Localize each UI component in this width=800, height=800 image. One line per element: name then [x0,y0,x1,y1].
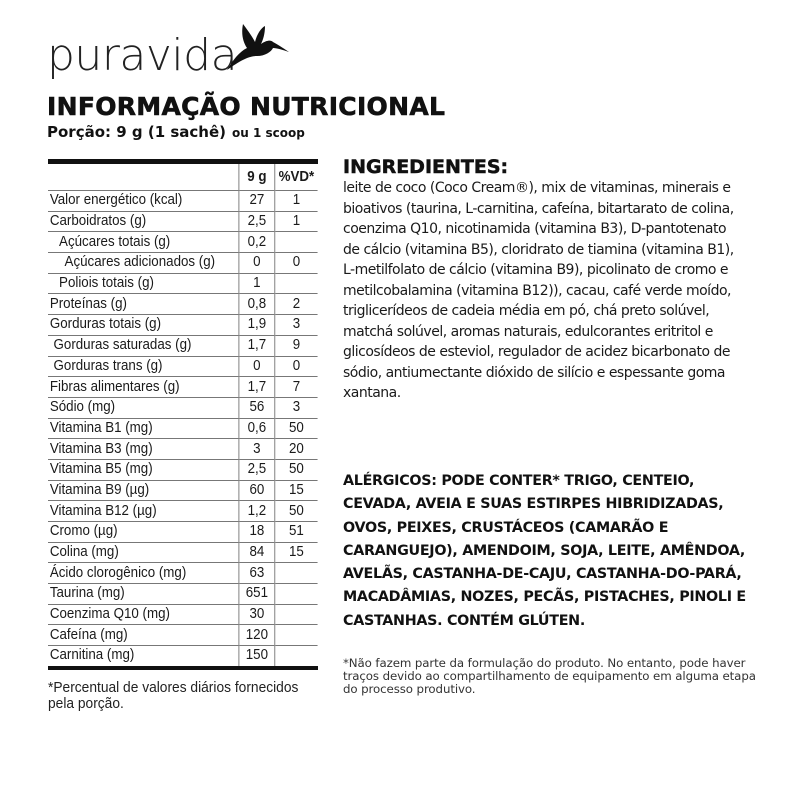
nutrient-vd: 2 [275,294,318,315]
ingredients-section [343,156,763,404]
nutrient-vd [275,646,318,666]
portion-alt: ou 1 scoop [232,126,305,140]
header-vd: %VD* [275,164,318,191]
table-header-row [48,164,318,191]
table-row [48,604,318,625]
nutrient-value: 0,2 [239,232,275,253]
table-row [48,335,318,356]
hummingbird-icon [225,22,289,72]
nutrient-value: 30 [239,604,275,625]
nutrient-name: Sódio (mg) [48,397,239,418]
table-row [48,439,318,460]
table-row [48,273,318,294]
allergens-note: *Não fazem parte da formulação do produto. No entanto, pode haver traços devido ao compartilhamento de equipamento em alguma etapa do processo produtivo. [343,656,756,696]
nutrient-value: 18 [239,522,275,543]
table-row [48,542,318,563]
nutrient-vd: 50 [275,459,318,480]
allergens-text: ALÉRGICOS: PODE CONTER* TRIGO, CENTEIO, CEVADA, AVEIA E SUAS ESTIRPES HIBRIDIZADAS, OVOS, PEIXES, CRUSTÁCEOS (CAMARÃO E CARANGUEJO), AMENDOIM, SOJA, LEITE, AMÊNDOA, AVELÃS, CASTANHA-DE-CAJU, CASTANHA-DO-PARÁ, MACADÂMIAS, NOZES, PECÃS, PISTACHES, PINOLI E CASTANHAS. CONTÉM GLÚTEN. [343,473,746,629]
nutrient-value: 27 [239,191,275,212]
table-row [48,232,318,253]
table-row [48,315,318,336]
nutrient-value: 120 [239,625,275,646]
nutrient-name: Gorduras totais (g) [48,315,239,336]
nutrient-name: Açúcares totais (g) [48,232,239,253]
table-row [48,522,318,543]
nutrient-name: Vitamina B1 (mg) [48,418,239,439]
nutrient-vd: 3 [275,315,318,336]
nutrient-name: Vitamina B5 (mg) [48,459,239,480]
nutrient-vd [275,273,318,294]
table-row [48,480,318,501]
nutrient-vd [275,563,318,584]
nutrient-name: Cromo (µg) [48,522,239,543]
table-row [48,646,318,666]
nutrient-value: 84 [239,542,275,563]
nutrient-vd [275,232,318,253]
nutrient-name: Valor energético (kcal) [48,191,239,212]
nutrient-value: 56 [239,397,275,418]
nutrient-name: Poliois totais (g) [48,273,239,294]
nutrient-name: Carboidratos (g) [48,211,239,232]
nutrient-value: 2,5 [239,211,275,232]
brand-name: puravida [47,30,238,81]
nutrient-value: 651 [239,584,275,605]
table-row [48,397,318,418]
table-row [48,356,318,377]
nutrient-name: Açúcares adicionados (g) [48,253,239,274]
table-row [48,625,318,646]
nutrient-name: Vitamina B12 (µg) [48,501,239,522]
table-row [48,191,318,212]
nutrient-vd: 9 [275,335,318,356]
portion-main: Porção: 9 g (1 sachê) [47,123,227,141]
table-row [48,253,318,274]
page-title: INFORMAÇÃO NUTRICIONAL [47,92,446,121]
nutrient-name: Coenzima Q10 (mg) [48,604,239,625]
nutrient-name: Taurina (mg) [48,584,239,605]
nutrient-name: Vitamina B3 (mg) [48,439,239,460]
table-footnote: *Percentual de valores diários fornecidos pela porção. [48,680,299,712]
nutrient-value: 1,7 [239,335,275,356]
nutrient-vd: 3 [275,397,318,418]
nutrient-value: 1 [239,273,275,294]
nutrient-name: Vitamina B9 (µg) [48,480,239,501]
nutrient-name: Ácido clorogênico (mg) [48,563,239,584]
nutrient-value: 1,7 [239,377,275,398]
table-row [48,377,318,398]
nutrition-table [48,159,318,670]
table-bottom-bar [48,666,318,670]
nutrient-vd: 15 [275,542,318,563]
nutrient-vd: 1 [275,211,318,232]
nutrient-vd: 7 [275,377,318,398]
nutrient-value: 0 [239,253,275,274]
table-row [48,459,318,480]
nutrient-value: 0,6 [239,418,275,439]
nutrient-vd: 50 [275,501,318,522]
nutrient-value: 0,8 [239,294,275,315]
nutrient-value: 63 [239,563,275,584]
nutrient-vd: 1 [275,191,318,212]
nutrient-vd: 0 [275,356,318,377]
nutrient-value: 0 [239,356,275,377]
table-row [48,418,318,439]
nutrient-value: 2,5 [239,459,275,480]
portion-info [47,123,305,141]
nutrient-value: 1,2 [239,501,275,522]
nutrient-name: Proteínas (g) [48,294,239,315]
nutrient-value: 1,9 [239,315,275,336]
nutrient-vd: 20 [275,439,318,460]
nutrient-vd [275,604,318,625]
nutrient-name: Carnitina (mg) [48,646,239,666]
nutrient-vd: 15 [275,480,318,501]
nutrient-vd [275,584,318,605]
table-row [48,501,318,522]
nutrient-vd: 50 [275,418,318,439]
brand-logo [47,30,238,81]
nutrient-value: 3 [239,439,275,460]
nutrient-name: Fibras alimentares (g) [48,377,239,398]
table-row [48,294,318,315]
nutrient-name: Cafeína (mg) [48,625,239,646]
header-portion: 9 g [239,164,275,191]
nutrient-name: Gorduras trans (g) [48,356,239,377]
nutrient-value: 150 [239,646,275,666]
nutrient-name: Gorduras saturadas (g) [48,335,239,356]
table-row [48,563,318,584]
nutrient-value: 60 [239,480,275,501]
header-name [48,164,239,191]
ingredients-title: INGREDIENTES: [343,156,509,178]
nutrient-vd [275,625,318,646]
nutrient-vd: 0 [275,253,318,274]
ingredients-text: leite de coco (Coco Cream®), mix de vitaminas, minerais e bioativos (taurina, L-carnitina, cafeína, bitartarato de colina, coenzima Q10, nicotinamida (vitamina B3), D-pantotenato de cálcio (vitamina B5), cloridrato de tiamina (vitamina B1), L-metilfolato de cálcio (vitamina B9), picolinato de cromo e metilcobalamina (vitamina B12)), cacau, café verde moído, triglicerídeos de cadeia média em pó, chá preto solúvel, matchá solúvel, aromas naturais, edulcorantes eritritol e glicosídeos de esteviol, regulador de acidez bicarbonato de sódio, antiumectante dióxido de silício e espessante goma xantana. [343,180,734,401]
nutrient-vd: 51 [275,522,318,543]
table-row [48,211,318,232]
table-row [48,584,318,605]
nutrient-name: Colina (mg) [48,542,239,563]
